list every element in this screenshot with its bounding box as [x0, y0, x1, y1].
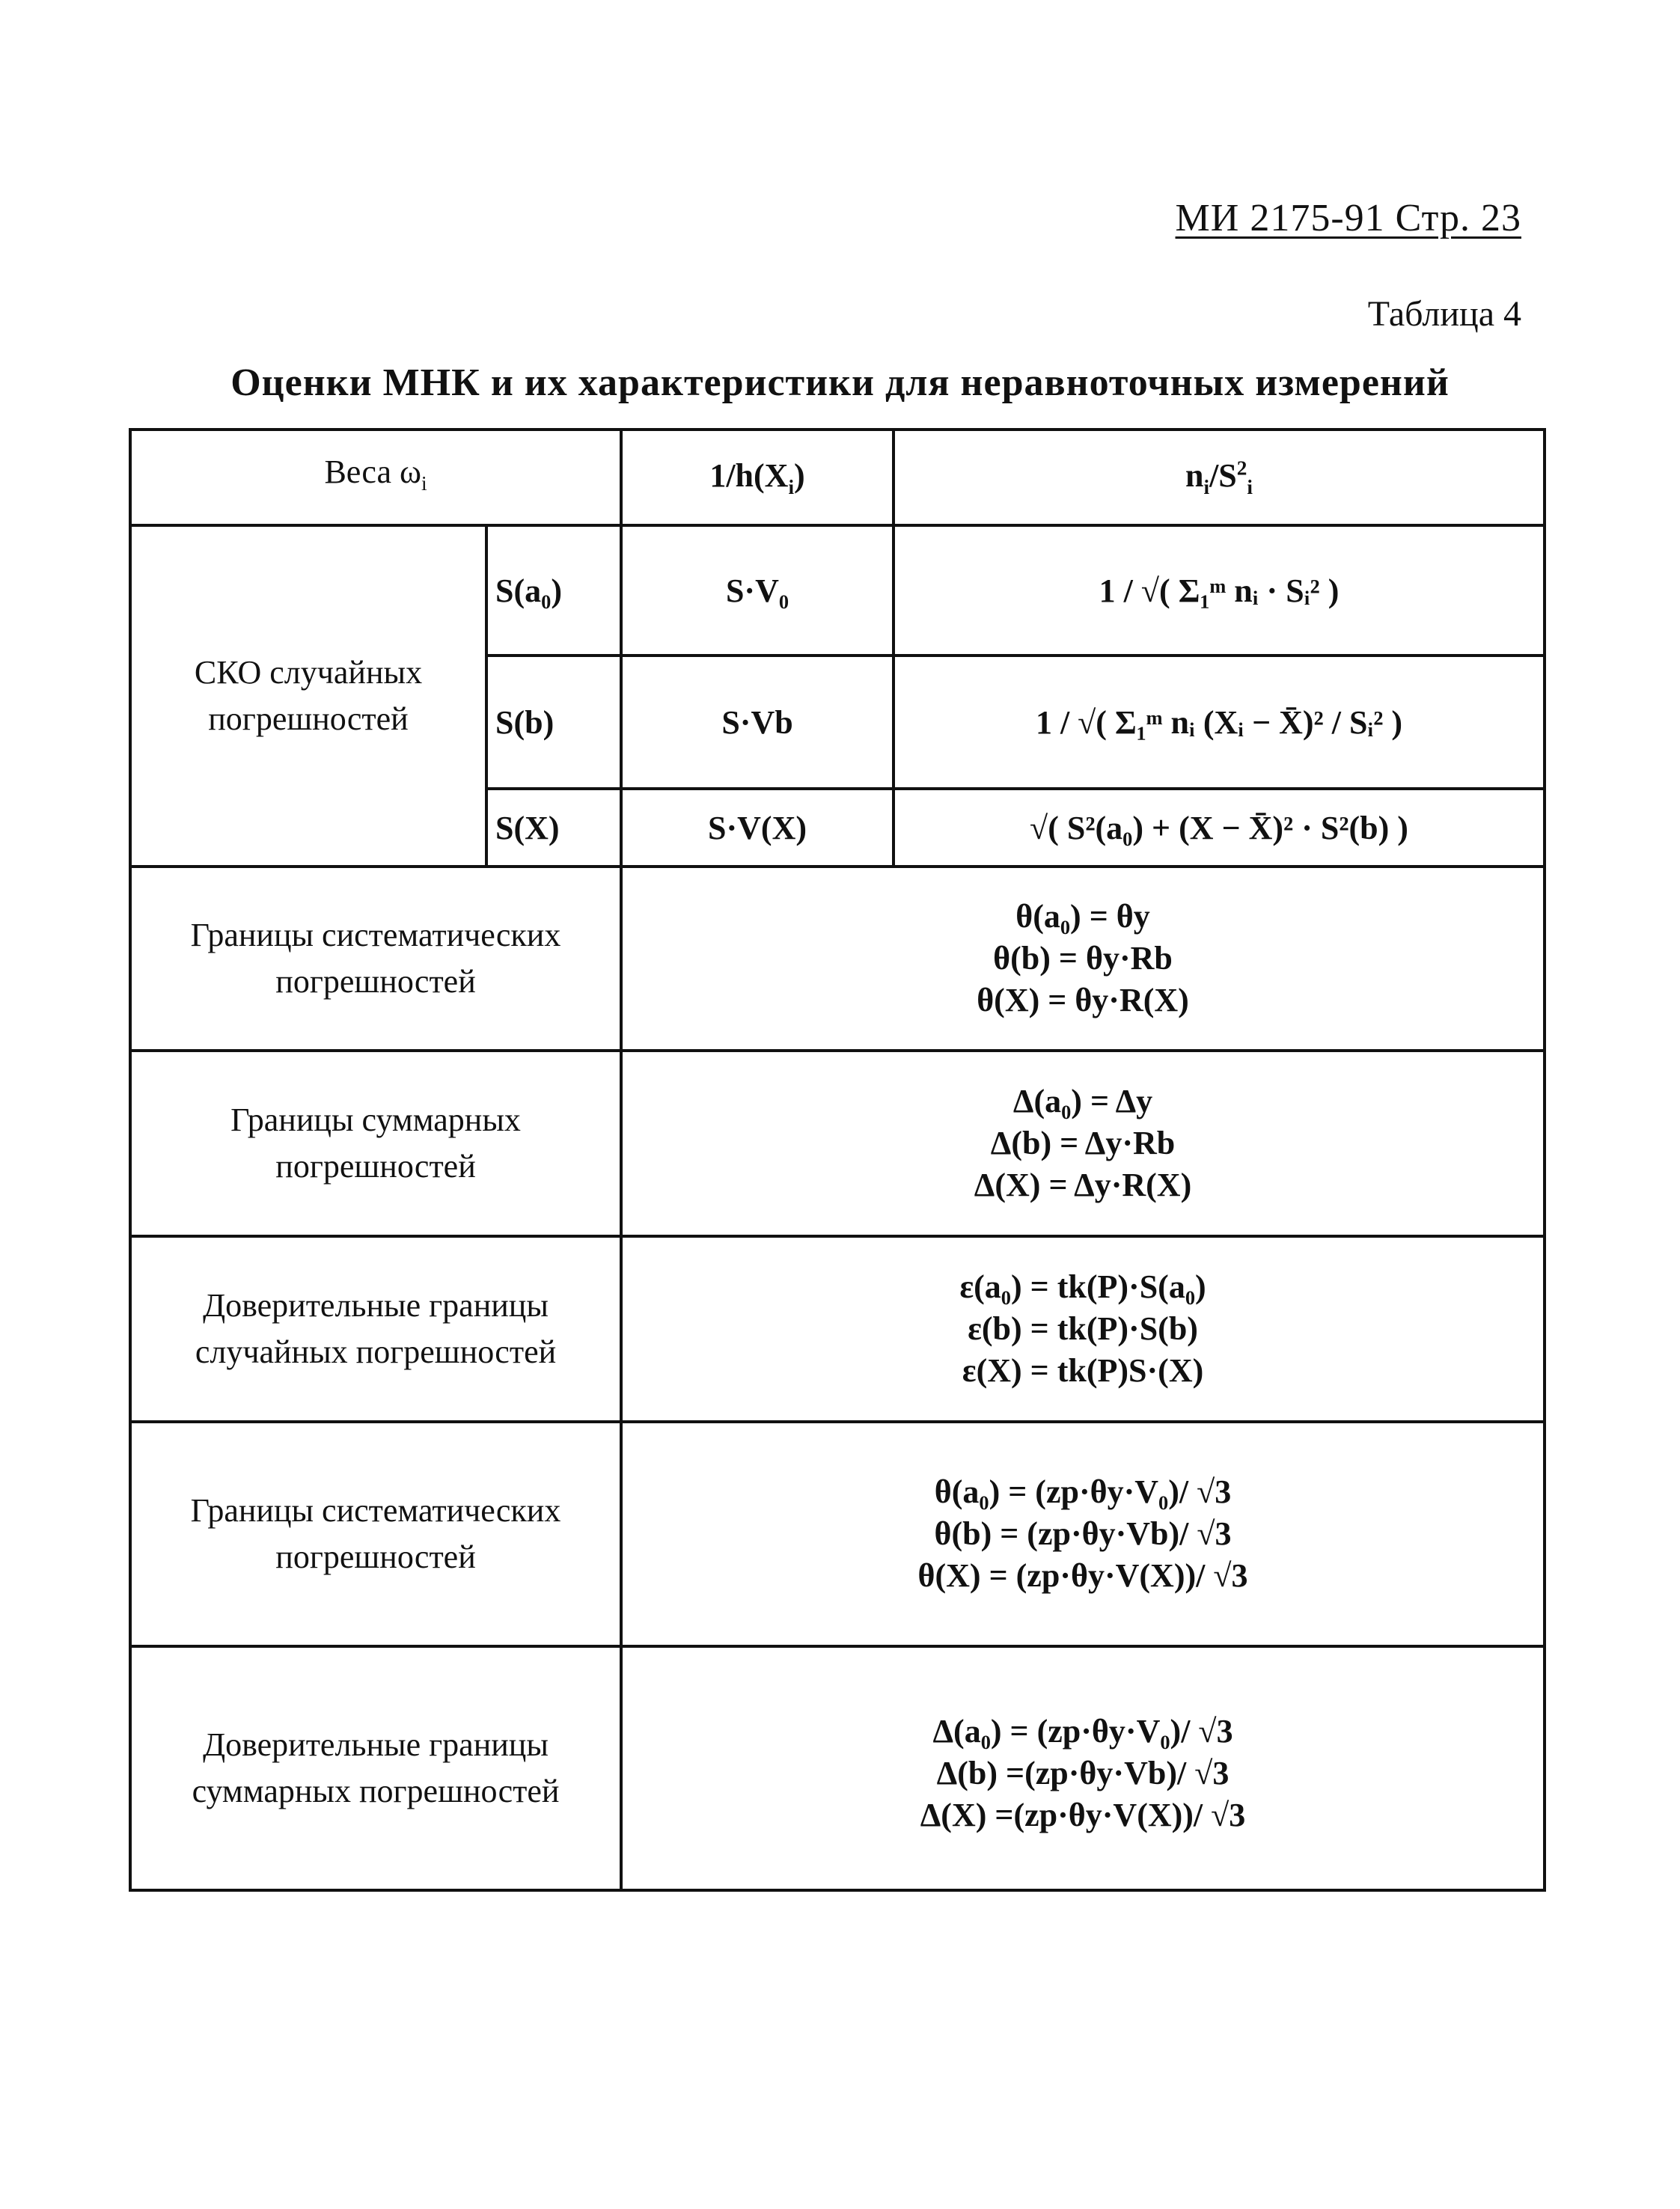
header-weights	[130, 430, 621, 525]
formula-line: Δ(X) = Δy·R(X)	[974, 1167, 1192, 1203]
table-title: Оценки МНК и их характеристики для неравноточных измерений	[230, 361, 1450, 404]
header-c1-sub: i	[788, 475, 795, 498]
header-c1-end: )	[794, 456, 805, 494]
formula-line: ε(a₀) = tk(P)·S(a₀)	[959, 1268, 1206, 1305]
formula-s-b: 1 / √( Σ₁ᵐ nᵢ (Xᵢ − X̄)² / Sᵢ² )	[894, 656, 1545, 789]
header-col-n-over-s2	[894, 430, 1545, 525]
formula-line: ε(b) = tk(P)·S(b)	[968, 1310, 1198, 1347]
group-formulas-confidence-random	[621, 1236, 1545, 1422]
table-number-label: Таблица 4	[1367, 294, 1521, 334]
table-row	[130, 1236, 1545, 1422]
header-weights-sub: i	[421, 471, 427, 495]
formula-line: θ(X) = θy·R(X)	[977, 982, 1189, 1018]
group-label-confidence-random: Доверительные границы случайных погрешностей	[130, 1236, 621, 1422]
formula-line: ε(X) = tk(P)S·(X)	[962, 1352, 1204, 1389]
formula-line: θ(a₀) = θy	[1015, 898, 1150, 935]
formula-line: Δ(a₀) = Δy	[1012, 1083, 1153, 1119]
header-c2-sub2: i	[1247, 475, 1253, 498]
formula-line: θ(b) = (zp·θy·Vb)/ √3	[934, 1515, 1232, 1552]
group-formulas-systematic-1	[621, 867, 1545, 1051]
group-label-systematic-2: Границы систематических погрешностей	[130, 1422, 621, 1646]
table-row	[130, 867, 1545, 1051]
group-label-confidence-total: Доверительные границы суммарных погрешностей	[130, 1646, 621, 1890]
sko-group-label: СКО случайных погрешностей	[130, 525, 486, 867]
header-weights-text: Веса ω	[324, 453, 421, 490]
header-col-1-over-h	[621, 430, 894, 525]
table-row	[130, 1646, 1545, 1890]
cell-s-vb: S·Vb	[621, 656, 894, 789]
formula-line: Δ(X) =(zp·θy·V(X))/ √3	[920, 1797, 1246, 1833]
header-c2-n: n	[1185, 456, 1204, 494]
row-label-s-a0: S(a₀)	[486, 525, 621, 656]
formula-line: Δ(b) =(zp·θy·Vb)/ √3	[936, 1755, 1230, 1791]
group-formulas-systematic-2	[621, 1422, 1545, 1646]
header-c2-sub: i	[1203, 475, 1210, 498]
group-label-systematic-1: Границы систематических погрешностей	[130, 867, 621, 1051]
table-row	[130, 1422, 1545, 1646]
header-c2-sup: 2	[1236, 456, 1247, 479]
row-label-s-x: S(X)	[486, 789, 621, 867]
table-row	[130, 1051, 1545, 1236]
formula-line: θ(b) = θy·Rb	[993, 940, 1173, 977]
formula-line: Δ(a₀) = (zp·θy·V₀)/ √3	[932, 1713, 1233, 1750]
formula-s-x: √( S²(a₀) + (X − X̄)² · S²(b) )	[894, 789, 1545, 867]
formula-line: θ(a₀) = (zp·θy·V₀)/ √3	[934, 1473, 1232, 1510]
cell-s-v0: S·V₀	[621, 525, 894, 656]
cell-s-vx: S·V(X)	[621, 789, 894, 867]
group-formulas-total-1	[621, 1051, 1545, 1236]
header-row	[130, 430, 1545, 525]
header-c1-text: 1/h(X	[709, 456, 789, 494]
document-reference: МИ 2175-91 Стр. 23	[1175, 197, 1521, 239]
formula-line: Δ(b) = Δy·Rb	[990, 1125, 1176, 1161]
formula-s-a0: 1 / √( Σ₁ᵐ nᵢ · Sᵢ² )	[894, 525, 1545, 656]
estimates-table	[129, 428, 1546, 1892]
formula-line: θ(X) = (zp·θy·V(X))/ √3	[917, 1557, 1248, 1594]
group-formulas-confidence-total	[621, 1646, 1545, 1890]
table-row	[130, 525, 1545, 656]
row-label-s-b: S(b)	[486, 656, 621, 789]
header-c2-mid: /S	[1209, 456, 1237, 494]
group-label-total-1: Границы суммарных погрешностей	[130, 1051, 621, 1236]
